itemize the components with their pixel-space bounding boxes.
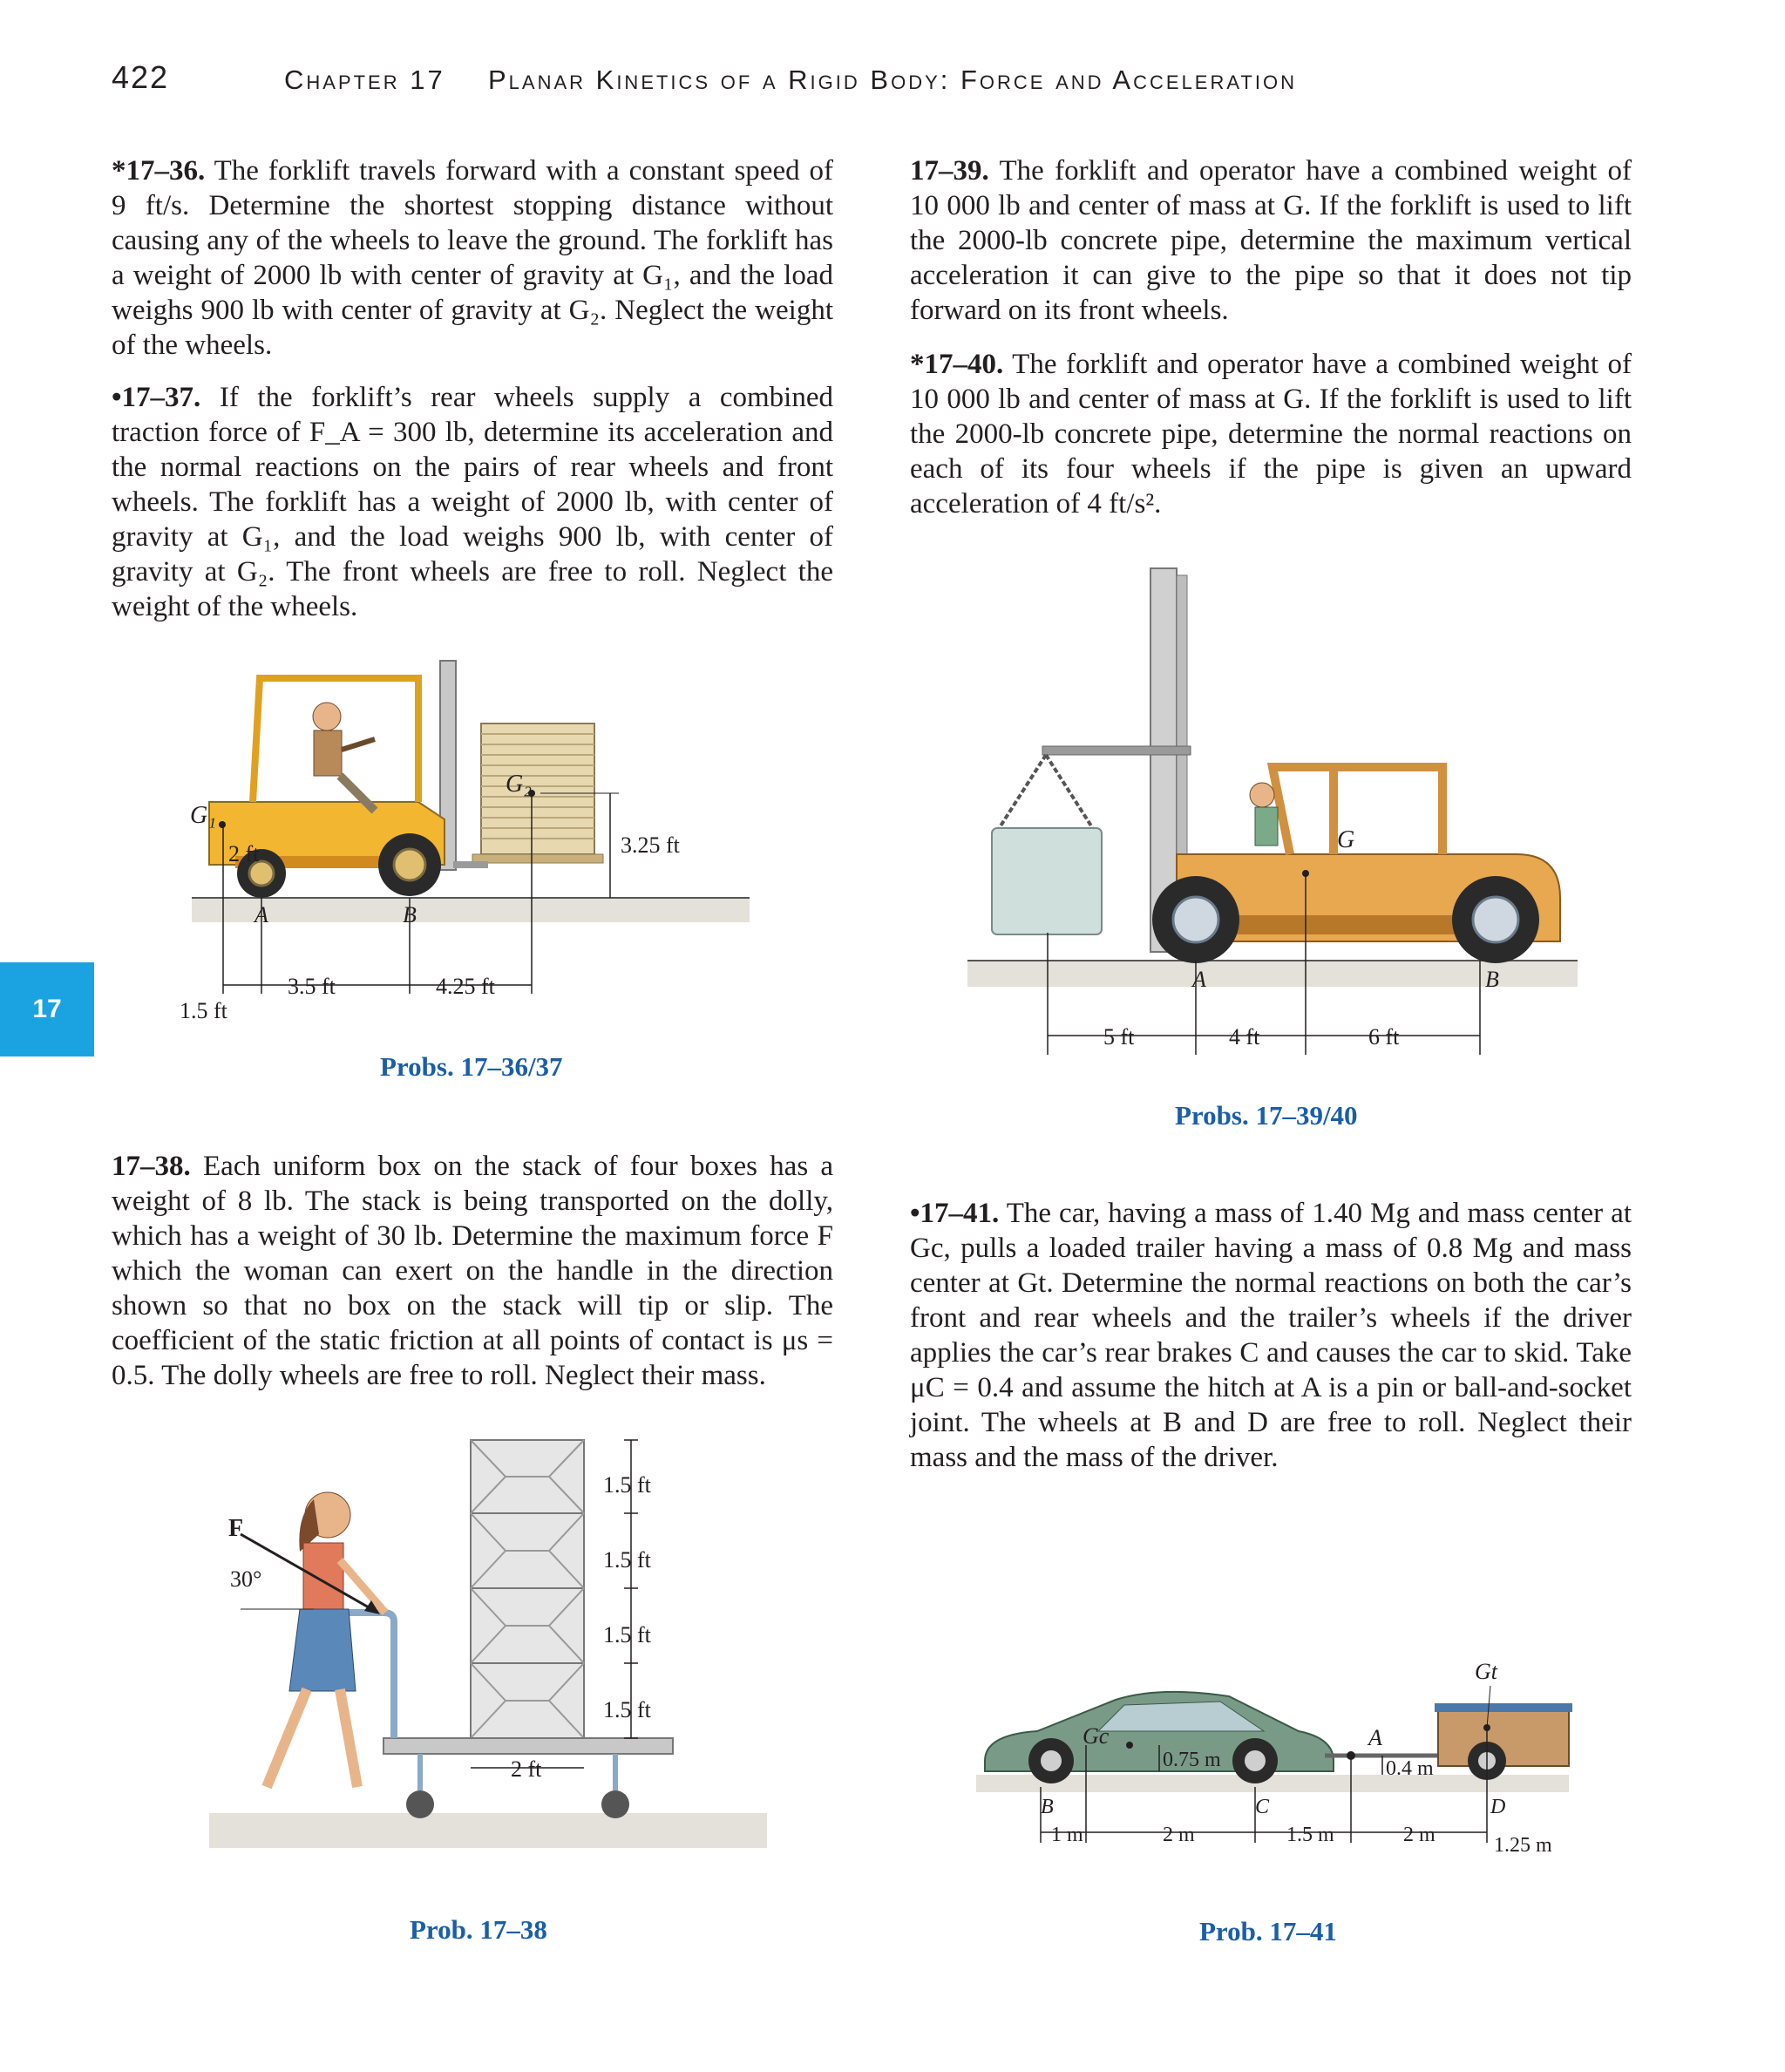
dim-4ft: 4 ft — [1229, 1024, 1260, 1050]
label-d: D — [1490, 1796, 1506, 1818]
chapter-side-tab: 17 — [0, 962, 94, 1056]
front-wheel — [1152, 876, 1239, 963]
dim-1-25m: 1.25 m — [1494, 1834, 1552, 1857]
dim-2m-b: 2 m — [1403, 1824, 1435, 1846]
problem-17-41 — [910, 1196, 1632, 1475]
problem-text: If the forklift’s rear wheels supply a combined traction force of F_A = 300 lb, determine its acceleration and the normal reactions on the pairs of rear wheels and front wheels. The forklift has a weight of 2000 lb, with center of gravity at G₁, and the load weighs 900 lb, with center of gravity at G₂. The front wheels are free to roll. Neglect the weight of the wheels. — [112, 382, 833, 622]
dim-5ft: 5 ft — [1103, 1024, 1135, 1050]
figure-caption-17-41: Prob. 17–41 — [1199, 1916, 1337, 1946]
dim-6ft: 6 ft — [1368, 1024, 1400, 1050]
problem-number: 17–38. — [112, 1151, 191, 1182]
problem-17-40 — [910, 347, 1632, 521]
dolly-handle[interactable] — [349, 1613, 394, 1738]
rear-wheel — [1452, 876, 1539, 963]
page-number: 422 — [112, 59, 170, 95]
dim-height-3: 1.5 ft — [603, 1622, 651, 1647]
label-g1: G₁ — [190, 802, 216, 829]
front-wheel — [378, 833, 441, 896]
figure-forklift-pipe — [959, 567, 1586, 1055]
dim-1m: 1 m — [1051, 1824, 1083, 1846]
figure-car-trailer — [967, 1647, 1604, 1874]
figure-forklift-crate — [157, 636, 767, 1020]
dim-3-25ft: 3.25 ft — [621, 832, 680, 858]
label-a: A — [1192, 967, 1206, 992]
dim-2ft: 2 ft — [228, 841, 260, 866]
chapter-label: Chapter 17 — [284, 65, 445, 95]
dim-height-1: 1.5 ft — [603, 1472, 651, 1498]
label-b: B — [1041, 1796, 1054, 1818]
label-b: B — [403, 902, 417, 927]
dim-2m-a: 2 m — [1163, 1824, 1195, 1846]
dolly-platform — [383, 1738, 673, 1754]
dolly-wheel — [601, 1790, 629, 1818]
problem-text: Each uniform box on the stack of four boxes has a weight of 8 lb. The stack is being transported on the dolly, which has a weight of 30 lb. Determine the maximum force F which the woman can exert on the handle in the direction shown so that no box on the stack will tip or slip. The coefficient of the static friction at all points of contact is μs = 0.5. The dolly wheels are free to roll. Neglect their mass. — [112, 1151, 834, 1391]
ground — [209, 1813, 767, 1848]
problem-17-36 — [112, 153, 833, 363]
operator-head — [313, 703, 341, 730]
box-stack — [471, 1440, 584, 1738]
problem-17-39 — [910, 153, 1632, 328]
dim-height-4: 1.5 ft — [603, 1697, 651, 1722]
label-gt: Gt — [1475, 1659, 1497, 1684]
label-f: F — [228, 1515, 244, 1542]
figure-caption-17-38: Prob. 17–38 — [410, 1914, 547, 1945]
crate — [481, 724, 594, 854]
problem-text: The car, having a mass of 1.40 Mg and mass center at Gc, pulls a loaded trailer having a mass of 0.8 Mg and mass center at Gt. Determine the normal reactions on both the car’s front and rear wheels and the trailer’s wheels if the driver applies the car’s rear brakes C and causes the car to skid. Take μC = 0.4 and assume the hitch at A is a pin or ball-and-socket joint. The wheels at B and D are free to roll. Neglect their mass and the mass of the driver. — [910, 1198, 1632, 1473]
concrete-pipe — [992, 828, 1102, 934]
dim-width-2ft: 2 ft — [511, 1756, 542, 1782]
problem-number: *17–40. — [910, 349, 1004, 380]
label-a: A — [1368, 1725, 1382, 1750]
label-b: B — [1485, 967, 1499, 992]
chapter-title: Planar Kinetics of a Rigid Body: Force and Acceleration — [488, 65, 1297, 95]
car-front-wheel — [1028, 1738, 1074, 1783]
dim-1-5ft: 1.5 ft — [180, 998, 227, 1020]
car-rear-wheel — [1232, 1738, 1278, 1783]
dim-3-5ft: 3.5 ft — [288, 974, 336, 999]
woman-skirt — [289, 1609, 356, 1691]
problem-17-37 — [112, 380, 833, 624]
dim-4-25ft: 4.25 ft — [436, 974, 495, 999]
dim-0-75m: 0.75 m — [1163, 1749, 1221, 1771]
figure-dolly — [209, 1438, 767, 1857]
woman-shirt — [303, 1543, 343, 1613]
problem-text: The forklift travels forward with a constant speed of 9 ft/s. Determine the shortest stopping distance without causing any of the wheels to leave the ground. The forklift has a weight of 2000 lb with center of gravity at G₁, and the load weighs 900 lb with center of gravity at G₂. Neglect the weight of the wheels. — [112, 155, 833, 361]
figure-caption-17-39-40: Probs. 17–39/40 — [1175, 1100, 1358, 1131]
dim-1-5m: 1.5 m — [1286, 1824, 1334, 1846]
page-header — [0, 54, 1785, 106]
problem-number: •17–41. — [910, 1198, 1000, 1229]
problem-text: The forklift and operator have a combined weight of 10 000 lb and center of mass at G. If the forklift is used to lift the 2000-lb concrete pipe, determine the maximum vertical acceleration it can give to the pipe so that it does not tip forward on its front wheels. — [910, 155, 1632, 326]
ground — [192, 898, 750, 922]
problem-text: The forklift and operator have a combined weight of 10 000 lb and center of mass at G. If the forklift is used to lift the 2000-lb concrete pipe, determine the normal reactions on each of its four wheels if the pipe is given an upward acceleration of 4 ft/s². — [910, 349, 1632, 520]
label-c: C — [1255, 1796, 1270, 1818]
label-a: A — [255, 902, 268, 927]
label-g: G — [1337, 826, 1355, 853]
label-30-deg: 30° — [230, 1566, 262, 1592]
operator-head — [1250, 783, 1274, 807]
problem-number: 17–39. — [910, 155, 989, 187]
problem-number: •17–37. — [112, 382, 201, 413]
label-g2: G₂ — [506, 771, 532, 798]
label-gc: Gc — [1083, 1723, 1110, 1749]
dim-height-2: 1.5 ft — [603, 1547, 651, 1573]
dolly-wheel — [406, 1790, 434, 1818]
problem-number: *17–36. — [112, 155, 206, 187]
problem-17-38 — [112, 1149, 833, 1393]
figure-caption-17-36-37: Probs. 17–36/37 — [380, 1051, 563, 1082]
dim-0-4m: 0.4 m — [1386, 1757, 1434, 1780]
